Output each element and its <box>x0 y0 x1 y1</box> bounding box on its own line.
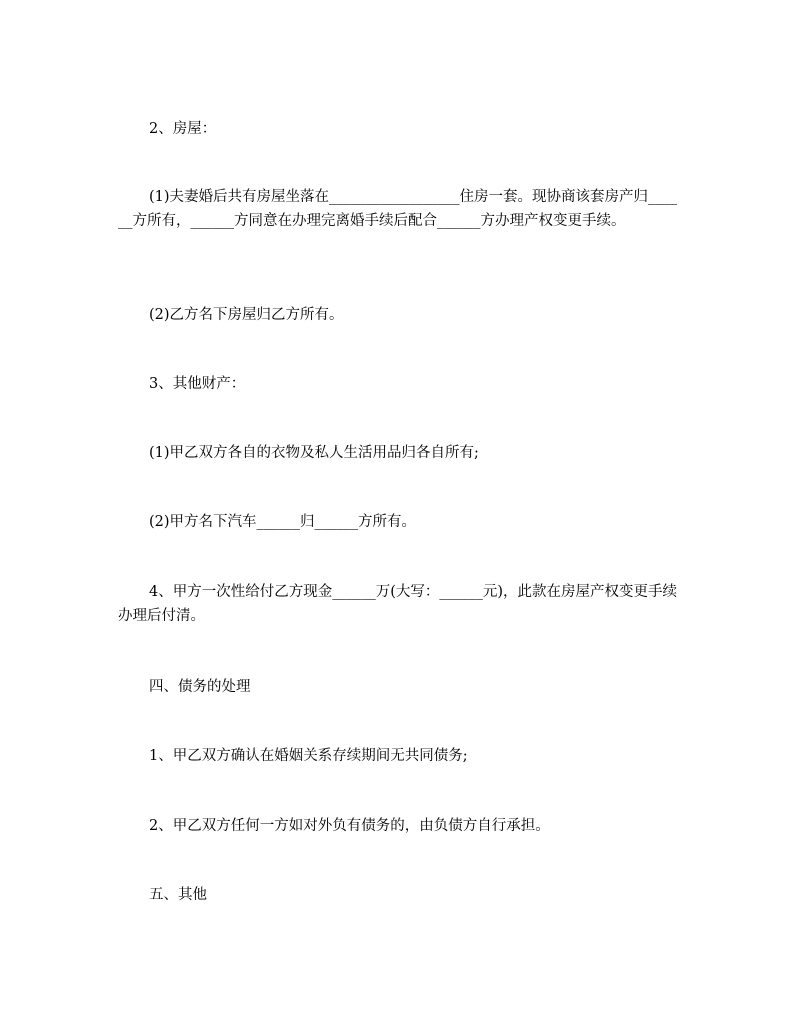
debt-clause-1: 1、甲乙双方确认在婚姻关系存续期间无共同债务; <box>149 748 468 764</box>
house-clause-1: (1)夫妻婚后共有房屋坐落在__________________住房一套。现协商该套房产归______方所有，______方同意在办理完离婚手续后配合______方办理产权变更手续。 <box>118 189 678 229</box>
section-other-property-heading: 3、其他财产： <box>149 376 246 392</box>
section-house-heading: 2、房屋： <box>149 121 217 137</box>
section-debt-heading: 四、债务的处理 <box>149 679 251 695</box>
section-other-heading: 五、其他 <box>149 887 207 903</box>
other-property-clause-2: (2)甲方名下汽车______归______方所有。 <box>149 514 417 530</box>
cash-payment-clause: 4、甲方一次性给付乙方现金______万(大写：______元)，此款在房屋产权变更手续办理后付清。 <box>118 584 678 624</box>
other-property-clause-1: (1)甲乙双方各自的衣物及私人生活用品归各自所有; <box>149 445 479 461</box>
debt-clause-2: 2、甲乙双方任何一方如对外负有债务的，由负债方自行承担。 <box>149 818 550 834</box>
house-clause-2: (2)乙方名下房屋归乙方所有。 <box>149 307 344 323</box>
